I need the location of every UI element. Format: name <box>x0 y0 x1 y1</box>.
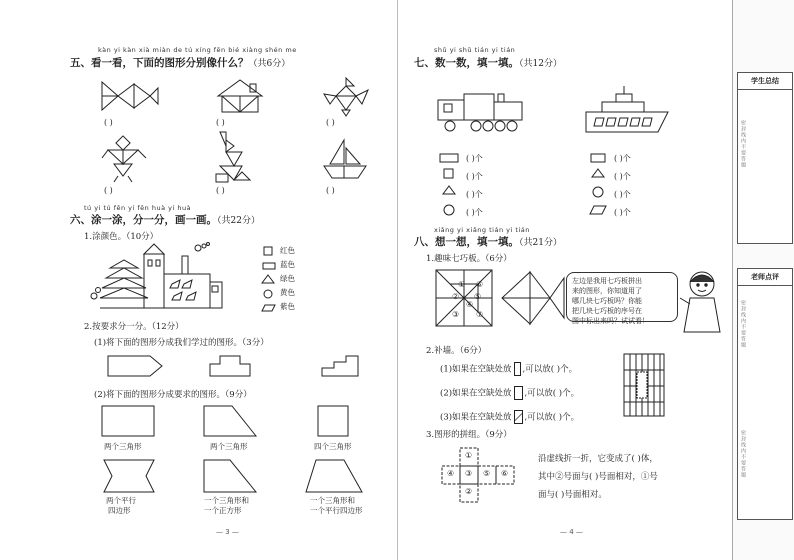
answer-blank-4[interactable]: ( ) <box>104 186 113 195</box>
tangram-man-icon <box>100 136 148 182</box>
seal-line-note-1: 密封线内不要答题 <box>740 120 746 168</box>
page-number-left: — 3 — <box>216 528 239 536</box>
count-ship-rect[interactable]: ( )个 <box>614 154 631 163</box>
tangram-num-6: ⑥ <box>476 280 484 289</box>
student-summary-heading: 学生总结 <box>738 73 792 90</box>
teacher-review-heading: 老师点评 <box>738 269 792 286</box>
tangram-num-4: ④ <box>466 300 474 309</box>
answer-blank-6[interactable]: ( ) <box>326 186 335 195</box>
split-shapes-row1[interactable] <box>108 354 368 380</box>
caption-3: 四个三角形 <box>314 442 352 451</box>
caption-1: 两个三角形 <box>104 442 142 451</box>
split-shapes-row2[interactable] <box>100 404 370 504</box>
s8-q2: 2.补墙。（6分） <box>426 346 487 356</box>
count-train-triangle[interactable]: ( )个 <box>466 190 483 199</box>
q3-line1: 沿虚线折一折，它变成了( )体， <box>538 454 658 464</box>
legend-purple: 紫色 <box>280 302 295 311</box>
legend-red: 红色 <box>280 246 295 255</box>
answer-blank-2[interactable]: ( ) <box>216 118 225 127</box>
count-train-circle[interactable]: ( )个 <box>466 208 483 217</box>
s6-q2a: (1)将下面的图形分成我们学过的图形。（3分） <box>94 338 269 348</box>
page-number-right: — 4 — <box>560 528 583 536</box>
net-face-3: ③ <box>465 469 473 478</box>
s8-q2-line1: (1)如果在空缺处放 ,可以放( )个。 <box>440 362 577 376</box>
tangram-boat-icon <box>322 138 368 182</box>
caption-6a: 一个三角形和 <box>310 496 355 505</box>
tangram-fish-icon <box>100 78 160 114</box>
legend-blue: 蓝色 <box>280 260 295 269</box>
answer-blank-3[interactable]: ( ) <box>326 118 335 127</box>
net-face-4: ④ <box>447 469 455 478</box>
caption-5b: 一个正方形 <box>204 506 242 515</box>
net-face-5: ⑤ <box>483 469 491 478</box>
teacher-cartoon-icon <box>680 268 724 334</box>
seal-line-note-3: 密封线内不要答题 <box>740 430 746 478</box>
net-face-2: ② <box>465 487 473 496</box>
s8-q2-line2: (2)如果在空缺处放 ,可以放( )个。 <box>440 386 579 400</box>
caption-2: 两个三角形 <box>210 442 248 451</box>
s6-q1: 1.涂颜色。（10分） <box>84 232 159 242</box>
brick-wide-icon <box>514 386 523 400</box>
s6-q2b: (2)将下面的图形分成要求的图形。（9分） <box>94 390 252 400</box>
brick-triangle-icon <box>514 410 523 424</box>
caption-4b: 四边形 <box>108 506 131 515</box>
s6-title: 六、涂一涂，分一分，画一画。（共22分） <box>70 214 260 226</box>
caption-4a: 两个平行 <box>106 496 136 505</box>
s7-title: 七、数一数，填一填。（共12分） <box>414 57 562 69</box>
cube-net <box>438 446 518 510</box>
train-picture <box>436 88 526 132</box>
s6-q2: 2.按要求分一分。（12分） <box>84 322 184 332</box>
speech-bubble: 左边是我用七巧板拼出 来的图形，你知道用了 哪几块七巧板吗？你能 把几块七巧板的序号在 图中标出来吗？试试看！ <box>566 272 678 322</box>
legend-shapes <box>262 245 276 315</box>
s8-pinyin: xiǎng yi xiǎng tián yi tián <box>434 226 530 234</box>
coloring-picture[interactable] <box>88 238 238 310</box>
tangram-house-icon <box>214 78 268 114</box>
s5-title: 五、看一看，下面的图形分别像什么？（共6分） <box>70 57 291 69</box>
tangram-fish-puzzle[interactable] <box>500 268 566 328</box>
page-divider <box>397 0 398 560</box>
s6-pinyin: tú yi tú fēn yi fēn huà yi huà <box>84 204 192 212</box>
s8-q2-line3: (3)如果在空缺处放 ,可以放( )个。 <box>440 410 579 424</box>
brick-tall-icon <box>514 362 521 376</box>
seal-line-note-2: 密封线内不要答题 <box>740 300 746 348</box>
brick-wall <box>622 352 666 418</box>
s5-pinyin: kàn yi kàn xià miàn de tú xíng fēn bié xiàng shén me <box>98 46 297 54</box>
tangram-num-5: ⑤ <box>474 292 482 301</box>
caption-5a: 一个三角形和 <box>204 496 249 505</box>
count-ship-circle[interactable]: ( )个 <box>614 190 631 199</box>
q3-line3: 面与( )号面相对。 <box>538 490 607 500</box>
count-ship-parallelogram[interactable]: ( )个 <box>614 208 631 217</box>
count-shapes-right <box>590 152 610 218</box>
answer-blank-5[interactable]: ( ) <box>216 186 225 195</box>
tangram-num-2: ② <box>452 292 460 301</box>
legend-yellow: 黄色 <box>280 288 295 297</box>
count-train-rect[interactable]: ( )个 <box>466 154 483 163</box>
tangram-num-1: ① <box>458 280 466 289</box>
s8-title: 八、想一想，填一填。（共21分） <box>414 236 562 248</box>
s8-q1: 1.趣味七巧板。（6分） <box>426 254 512 264</box>
answer-blank-1[interactable]: ( ) <box>104 118 113 127</box>
legend-green: 绿色 <box>280 274 295 283</box>
s7-pinyin: shǔ yi shǔ tián yi tián <box>434 46 516 54</box>
tangram-num-7: ⑦ <box>476 310 484 319</box>
count-train-square[interactable]: ( )个 <box>466 172 483 181</box>
count-shapes-left <box>440 152 460 218</box>
tangram-num-3: ③ <box>452 310 460 319</box>
count-ship-triangle[interactable]: ( )个 <box>614 172 631 181</box>
q3-line2: 其中②号面与( )号面相对，①号 <box>538 472 658 482</box>
tangram-bird-icon <box>322 76 370 116</box>
s8-q3: 3.图形的拼组。（9分） <box>426 430 512 440</box>
ship-picture <box>584 84 670 136</box>
tangram-square[interactable] <box>434 268 494 328</box>
net-face-1: ① <box>465 451 473 460</box>
net-face-6: ⑥ <box>501 469 509 478</box>
tangram-rabbit-icon <box>214 130 254 184</box>
caption-6b: 一个平行四边形 <box>310 506 363 515</box>
